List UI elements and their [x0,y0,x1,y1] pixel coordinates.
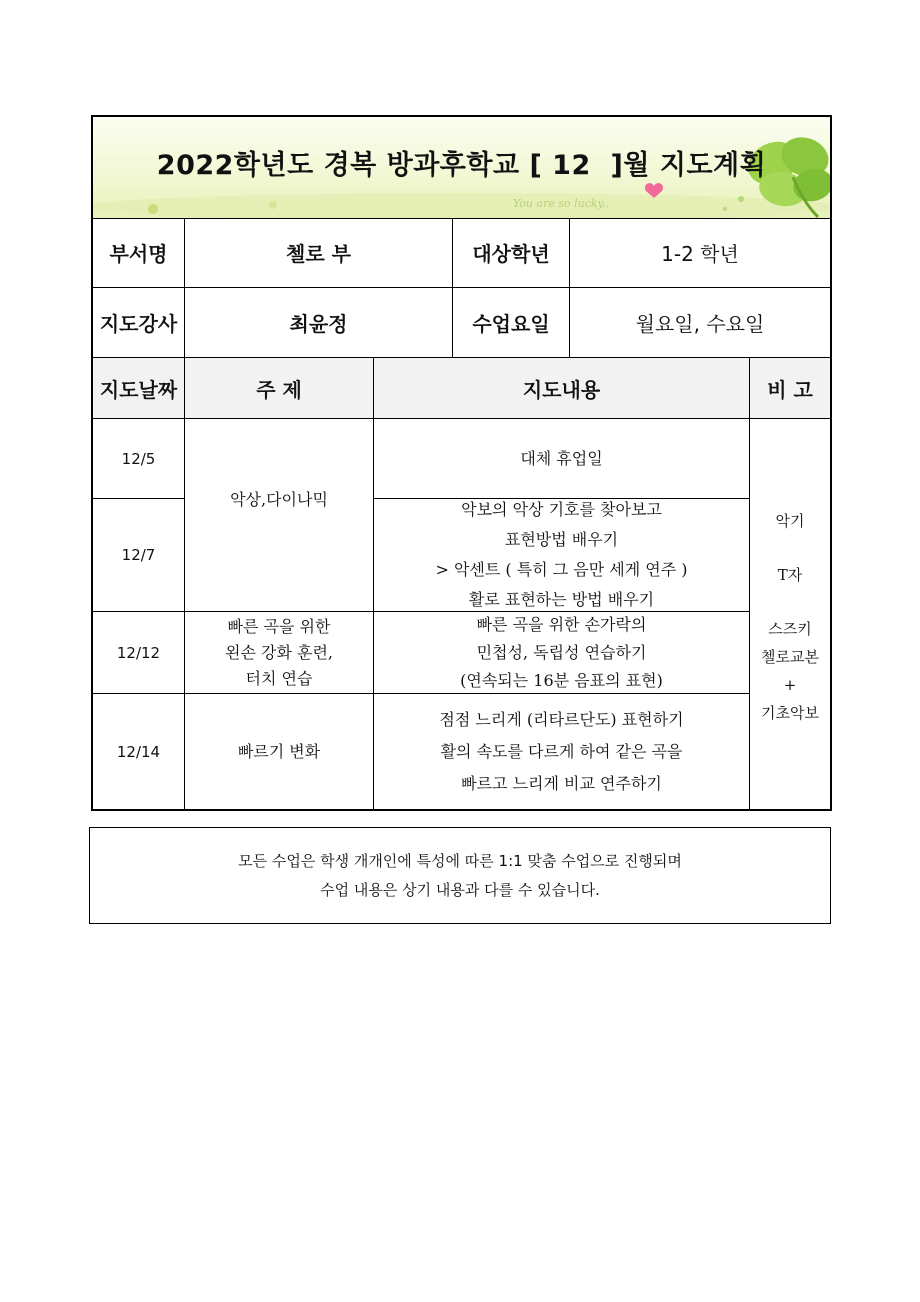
teacher-label: 지도강사 [93,288,185,358]
content-line: 빠른 곡을 위한 손가락의 [476,614,647,634]
content-line: 빠르고 느리게 비교 연주하기 [461,773,662,793]
date-12-7: 12/7 [93,499,185,612]
header-date: 지도날짜 [93,358,185,419]
topic-line: 터치 연습 [245,668,313,688]
remark-materials [750,419,830,809]
topic-line: 빠른 곡을 위한 [227,616,331,636]
dept-value: 첼로 부 [185,218,453,288]
content-line: > 악센트 ( 특히 그 음만 세게 연주 ) [435,560,688,579]
content-line: 대체 휴업일 [520,448,603,468]
grade-label: 대상학년 [453,218,570,288]
content-line: 점점 느리게 (리타르단도) 표현하기 [439,709,684,729]
content-line: 활로 표현하는 방법 배우기 [468,590,655,609]
dept-label: 부서명 [93,218,185,288]
topic-line: 악상,다이나믹 [230,490,328,509]
date-12-14: 12/14 [93,694,185,809]
remark-line: T자 [777,566,803,584]
header-content: 지도내용 [374,358,750,419]
notice-line-1: 모든 수업은 학생 개개인에 특성에 따른 1:1 맞춤 수업으로 진행되며 [238,851,682,870]
content-12-5 [374,419,750,499]
topic-dynamics [185,419,374,612]
content-line: 민첩성, 독립성 연습하기 [476,642,647,662]
topic-line: 빠르기 변화 [237,741,321,761]
content-line: 활의 속도를 다르게 하여 같은 곡을 [440,741,683,761]
content-line: (연속되는 16분 음표의 표현) [460,670,663,690]
topic-12-14 [185,694,374,809]
grade-value: 1-2 학년 [570,218,830,288]
remark-line: 첼로교본 [761,648,819,666]
teacher-value: 최윤정 [185,288,453,358]
content-12-14 [374,694,750,809]
remark-line: 악기 [775,512,805,530]
header-remark: 비 고 [750,358,830,419]
date-12-12: 12/12 [93,612,185,694]
page-title: 2022학년도 경복 방과후학교 [ 12 ]월 지도계획 [156,150,767,181]
header-topic: 주 제 [185,358,374,419]
content-12-12 [374,612,750,694]
notice-line-2: 수업 내용은 상기 내용과 다를 수 있습니다. [320,880,600,899]
remark-line: + [783,676,797,694]
topic-12-12 [185,612,374,694]
day-label: 수업요일 [453,288,570,358]
day-value: 월요일, 수요일 [570,288,830,358]
title-banner [93,117,830,219]
monthly-plan-table [91,115,832,811]
remark-line: 스즈키 [768,620,812,638]
date-12-5: 12/5 [93,419,185,499]
notice-box [89,827,831,924]
content-line: 표현방법 배우기 [504,530,619,549]
content-line: 악보의 악상 기호를 찾아보고 [461,500,662,519]
content-12-7 [374,499,750,612]
svg-text:You are so lucky..: You are so lucky.. [513,197,610,210]
remark-line: 기초악보 [761,704,819,722]
topic-line: 왼손 강화 훈련, [225,642,333,662]
